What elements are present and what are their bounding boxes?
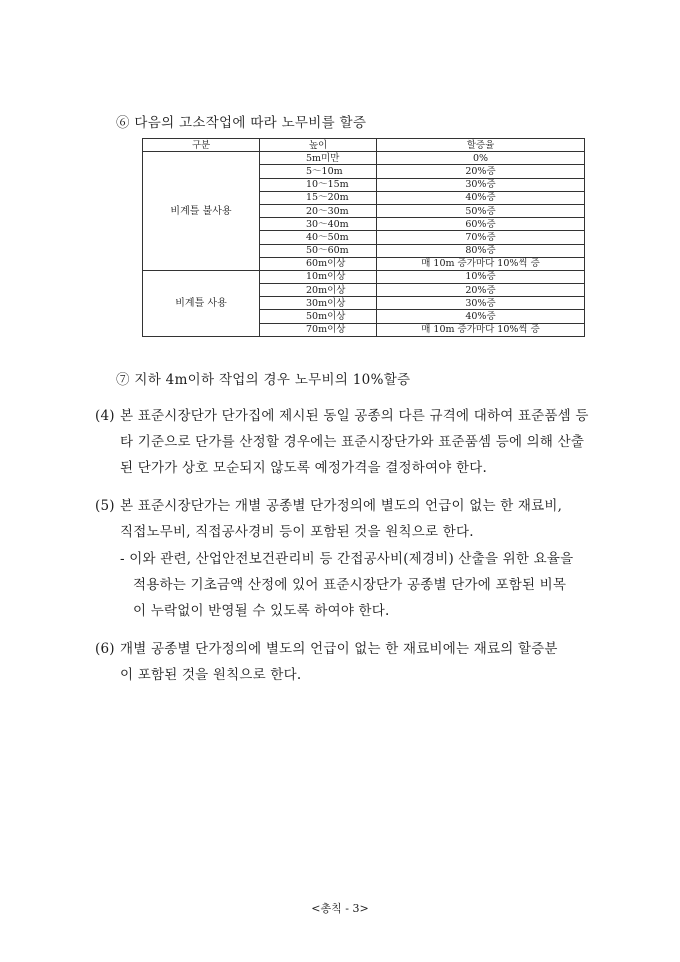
height-cell: 70m이상 <box>260 323 377 336</box>
height-cell: 5～10m <box>260 165 377 178</box>
item7-note <box>116 368 410 388</box>
rate-cell: 20%증 <box>377 284 585 297</box>
height-cell: 10m이상 <box>260 270 377 283</box>
paragraph-6 <box>95 636 595 688</box>
category-cell: 비계틀 불사용 <box>143 152 260 271</box>
paragraph-4-number: (4) <box>95 408 115 424</box>
paragraph-4-line: 된 단가가 상호 모순되지 않도록 예정가격을 결정하여야 한다. <box>120 460 487 476</box>
rate-cell: 매 10m 증가마다 10%씩 증 <box>377 257 585 270</box>
paragraph-5-subitem-line: - 이와 관련, 산업안전보건관리비 등 간접공사비(제경비) 산출을 위한 요율을 <box>120 551 574 567</box>
rate-cell: 0% <box>377 152 585 165</box>
rate-cell: 60%증 <box>377 218 585 231</box>
item6-heading <box>116 111 366 131</box>
paragraph-5-number: (5) <box>95 498 115 514</box>
table-row <box>143 152 585 165</box>
paragraph-4-line: 본 표준시장단가 단가집에 제시된 동일 공종의 다른 규격에 대하여 표준품셈 등 <box>120 408 589 424</box>
rate-cell: 70%증 <box>377 231 585 244</box>
paragraph-5-subitem-line: 적용하는 기초금액 산정에 있어 표준시장단가 공종별 단가에 포함된 비목 <box>133 577 567 593</box>
height-cell: 60m이상 <box>260 257 377 270</box>
rate-cell: 80%증 <box>377 244 585 257</box>
item7-marker: ⑦ <box>116 372 130 388</box>
paragraph-4-line: 타 기준으로 단가를 산정할 경우에는 표준시장단가와 표준품셈 등에 의해 산출 <box>120 434 585 450</box>
table-header-row <box>143 139 585 152</box>
surcharge-table <box>142 138 585 337</box>
rate-cell: 40%증 <box>377 191 585 204</box>
height-cell: 20m이상 <box>260 284 377 297</box>
rate-cell: 30%증 <box>377 297 585 310</box>
rate-cell: 30%증 <box>377 178 585 191</box>
rate-cell: 20%증 <box>377 165 585 178</box>
item7-text: 지하 4m이하 작업의 경우 노무비의 10%할증 <box>134 372 411 388</box>
paragraph-5-subitem-line: 이 누락없이 반영될 수 있도록 하여야 한다. <box>133 603 390 619</box>
paragraph-6-line: 이 포함된 것을 원칙으로 한다. <box>120 667 302 683</box>
paragraph-5 <box>95 493 595 545</box>
paragraph-6-line: 개별 공종별 단가정의에 별도의 언급이 없는 한 재료비에는 재료의 할증분 <box>120 641 558 657</box>
header-rate: 할증율 <box>377 139 585 152</box>
rate-cell: 50%증 <box>377 204 585 217</box>
paragraph-5-line: 직접노무비, 직접공사경비 등이 포함된 것을 원칙으로 한다. <box>120 524 474 540</box>
height-cell: 50～60m <box>260 244 377 257</box>
height-cell: 40～50m <box>260 231 377 244</box>
header-height: 높이 <box>260 139 377 152</box>
height-cell: 5m미만 <box>260 152 377 165</box>
height-cell: 15～20m <box>260 191 377 204</box>
page-footer: <총칙 - 3> <box>311 902 369 915</box>
rate-cell: 10%증 <box>377 270 585 283</box>
paragraph-5-subitem <box>120 546 590 624</box>
item6-marker: ⑥ <box>116 115 130 131</box>
height-cell: 30m이상 <box>260 297 377 310</box>
height-cell: 10～15m <box>260 178 377 191</box>
table-row <box>143 270 585 283</box>
height-cell: 20～30m <box>260 204 377 217</box>
height-cell: 30～40m <box>260 218 377 231</box>
paragraph-4 <box>95 403 595 481</box>
paragraph-6-number: (6) <box>95 641 115 657</box>
header-category: 구분 <box>143 139 260 152</box>
rate-cell: 40%증 <box>377 310 585 323</box>
height-cell: 50m이상 <box>260 310 377 323</box>
category-cell: 비계틀 사용 <box>143 270 260 336</box>
rate-cell: 매 10m 증가마다 10%씩 증 <box>377 323 585 336</box>
item6-text: 다음의 고소작업에 따라 노무비를 할증 <box>134 115 367 131</box>
paragraph-5-line: 본 표준시장단가는 개별 공종별 단가정의에 별도의 언급이 없는 한 재료비, <box>120 498 563 514</box>
